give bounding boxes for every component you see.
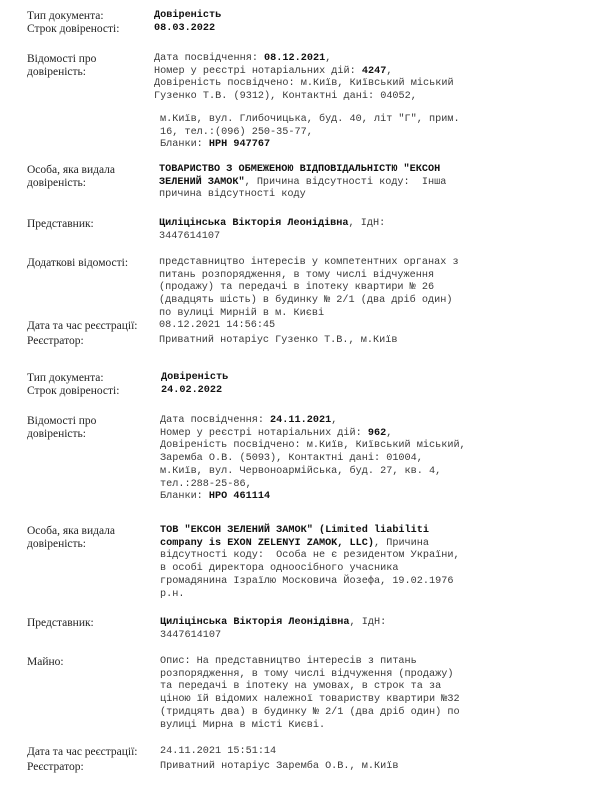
rep-label: Представник:	[27, 218, 94, 230]
extra-label: Додаткові відомості:	[27, 257, 129, 269]
registrar-value-2: Приватний нотаріус Заремба О.В., м.Київ	[160, 761, 399, 772]
term-value: 08.03.2022	[154, 23, 216, 34]
property-label: Майно:	[27, 656, 64, 668]
property-value: Опис: На представництво інтересів з питань розпорядження, в тому числі відчуження (продажу) та передачі в іпотеку на умовах, в строк та за ціною їй відомих належної товариству квартири №32 (тридцять два) в будинку № 2/1 (два дріб один) по вулиці Мирна в місті Києві.	[160, 656, 460, 731]
info-label-2: Відомості про довіреність:	[27, 415, 97, 440]
rep-value-2: Циліцінська Вікторія Леонідівна, ІдН: 3447614107	[160, 617, 387, 641]
rep-label-2: Представник:	[27, 617, 94, 629]
info-block-cont: м.Київ, вул. Глибочицька, буд. 40, літ "Г", прим. 16, тел.:(096) 250-35-77, Бланки: НРН 947767	[160, 114, 460, 151]
regdate-label: Дата та час реєстрації:	[27, 320, 138, 332]
doc-type-value-2: Довіреність	[161, 372, 229, 383]
info-label: Відомості про довіреність:	[27, 53, 97, 78]
regdate-label-2: Дата та час реєстрації:	[27, 746, 138, 758]
term-label: Строк довіреності:	[27, 23, 120, 35]
issuer-value-2: ТОВ "ЕКСОН ЗЕЛЕНИЙ ЗАМОК" (Limited liabiliti company is EXON ZELENYI ZAMOK, LLC), Причина відсутності коду: Особа не є резидентом України, в особі директора одноосібного учасника громадянина Ізраїлю Московича Йозефа, 19.02.1976 р.н.	[160, 525, 460, 600]
regdate-value-2: 24.11.2021 15:51:14	[160, 746, 277, 757]
extra-value: представництво інтересів у компетентних органах з питань розпорядження, в тому числі відчуження (продажу) та передачі в іпотеку квартири № 26 (двадцять шість) в будинку № 2/1 (два дріб один) по вулиці Мирній в м. Києві	[159, 257, 459, 319]
rep-value: Циліцінська Вікторія Леонідівна, ІдН: 3447614107	[159, 218, 386, 242]
regdate-value: 08.12.2021 14:56:45	[159, 320, 276, 331]
info-block: Дата посвідчення: 08.12.2021, Номер у реєстрі нотаріальних дій: 4247, Довіреність посвідчено: м.Київ, Київський міський Гузенко Т.В. (9312), Контактні дані: 04052,	[154, 53, 454, 103]
issuer-value: ТОВАРИСТВО З ОБМЕЖЕНОЮ ВІДПОВІДАЛЬНІСТЮ "ЕКСОН ЗЕЛЕНИЙ ЗАМОК", Причина відсутності коду: Інша причина відсутності коду	[159, 164, 447, 201]
registrar-value: Приватний нотаріус Гузенко Т.В., м.Київ	[159, 335, 398, 346]
info-block-2: Дата посвідчення: 24.11.2021, Номер у реєстрі нотаріальних дій: 962, Довіреність посвідчено: м.Київ, Київський міський, Заремба О.В. (5093), Контактні дані: 01004, м.Київ, вул. Червоноармійська, буд. 27, кв. 4, тел.:288-25-86, Бланки: НРО 461114	[160, 415, 466, 503]
doc-type-label: Тип документа:	[27, 10, 104, 22]
doc-type-value: Довіреність	[154, 10, 222, 21]
issuer-label: Особа, яка видала довіреність:	[27, 164, 116, 189]
doc-type-label-2: Тип документа:	[27, 372, 104, 384]
term-value-2: 24.02.2022	[161, 385, 223, 396]
term-label-2: Строк довіреності:	[27, 385, 120, 397]
issuer-label-2: Особа, яка видала довіреність:	[27, 525, 116, 550]
registrar-label-2: Реєстратор:	[27, 761, 84, 773]
registrar-label: Реєстратор:	[27, 335, 84, 347]
